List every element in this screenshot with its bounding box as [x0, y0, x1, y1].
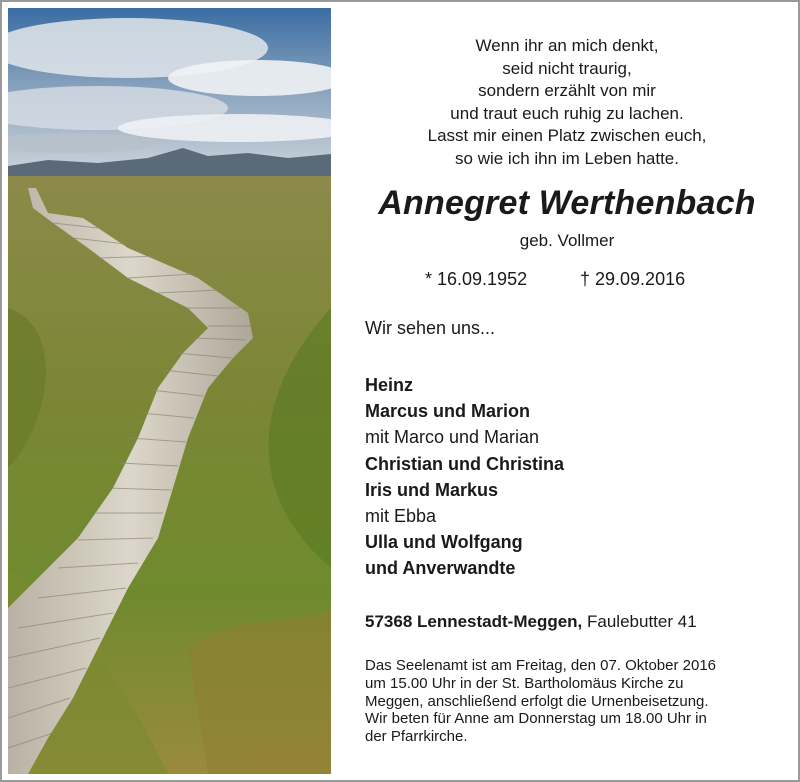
notice-line: Das Seelenamt ist am Freitag, den 07. Oktober 2016: [365, 657, 717, 674]
address-city: 57368 Lennestadt-Meggen,: [365, 612, 583, 631]
obituary-text: [337, 2, 797, 780]
mourner-line: mit Marco und Marian: [365, 427, 540, 448]
poem-line: Wenn ihr an mich denkt,: [475, 36, 659, 55]
deceased-name: Annegret Werthenbach: [378, 184, 756, 222]
poem-line: sondern erzählt von mir: [478, 81, 656, 100]
mourner-line: Iris und Markus: [365, 479, 499, 500]
mourner-line: Ulla und Wolfgang: [365, 532, 523, 553]
address-street: Faulebutter 41: [587, 612, 697, 631]
boardwalk-landscape-image: [8, 8, 331, 774]
mourner-line: Christian und Christina: [365, 453, 565, 474]
mourners-list: [365, 372, 564, 582]
life-dates: [425, 269, 745, 290]
death-date: † 29.09.2016: [580, 269, 686, 289]
poem-line: so wie ich ihn im Leben hatte.: [455, 148, 679, 168]
service-notice: [365, 657, 790, 746]
mourner-line: Marcus und Marion: [365, 401, 531, 422]
notice-line: Wir beten für Anne am Donnerstag um 18.00 Uhr in: [365, 710, 707, 728]
poem-line: Lasst mir einen Platz zwischen euch,: [427, 126, 707, 145]
birth-date: * 16.09.1952: [425, 269, 528, 289]
notice-line: der Pfarrkirche.: [365, 728, 468, 746]
address: [365, 612, 697, 632]
notice-line: um 15.00 Uhr in der St. Bartholomäus Kirche zu: [365, 674, 684, 692]
mourner-line: mit Ebba: [365, 506, 437, 527]
notice-line: Meggen, anschließend erfolgt die Urnenbeisetzung.: [365, 692, 709, 710]
poem-line: seid nicht traurig,: [502, 58, 632, 78]
mourner-line: und Anverwandte: [365, 558, 516, 579]
maiden-name: geb. Vollmer: [519, 231, 615, 250]
poem-line: und traut euch ruhig zu lachen.: [450, 103, 684, 123]
mourner-line: Heinz: [365, 375, 414, 395]
poem: [337, 35, 797, 170]
landscape-photo: [8, 8, 331, 774]
farewell-text: Wir sehen uns...: [365, 318, 496, 338]
